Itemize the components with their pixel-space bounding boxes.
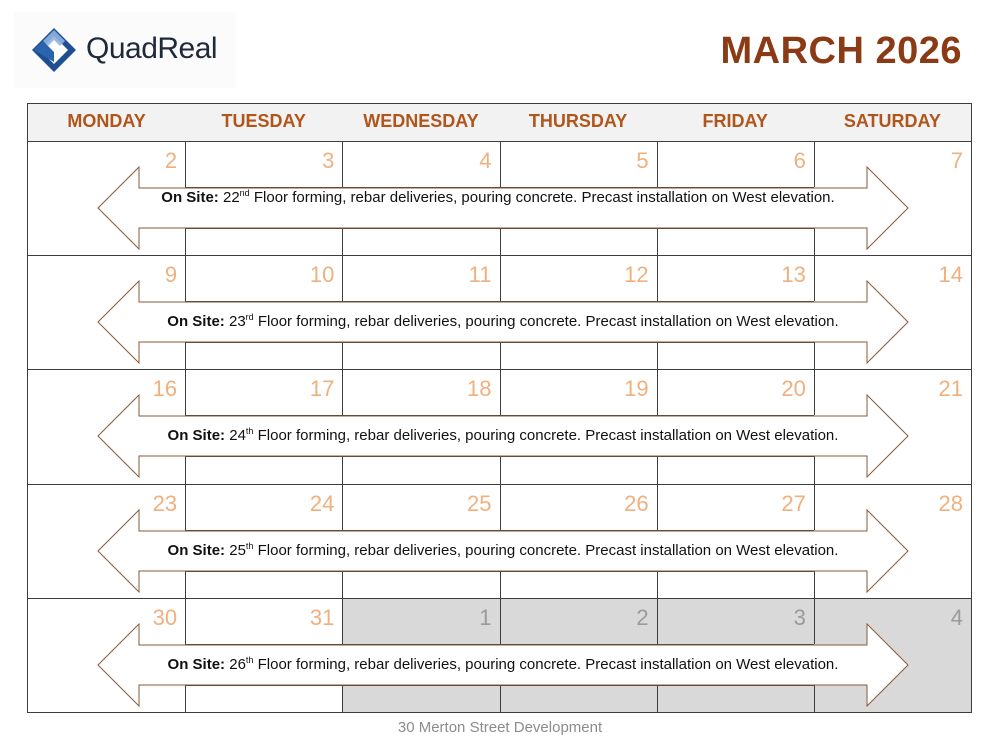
day-number[interactable]: 27 bbox=[781, 490, 806, 516]
day-number[interactable]: 6 bbox=[793, 148, 806, 173]
on-site-activity-note bbox=[108, 426, 898, 445]
day-number[interactable]: 2 bbox=[164, 148, 178, 173]
day-number[interactable]: 3 bbox=[793, 604, 806, 630]
on-site-label: On Site: bbox=[167, 427, 226, 445]
day-number[interactable]: 26 bbox=[624, 490, 649, 516]
on-site-activity-note bbox=[108, 541, 898, 560]
weekday-header-wednesday: WEDNESDAY bbox=[363, 111, 479, 131]
floor-number: 24 bbox=[225, 427, 246, 445]
day-number[interactable]: 18 bbox=[467, 376, 492, 402]
day-number[interactable]: 4 bbox=[479, 148, 492, 173]
floor-ordinal-suffix: th bbox=[245, 654, 254, 665]
activity-description: Floor forming, rebar deliveries, pouring concrete. Precast installation on West elevation. bbox=[253, 313, 839, 331]
quadreal-diamond-logo-icon bbox=[32, 28, 76, 72]
on-site-activity-note bbox=[108, 312, 898, 331]
day-number[interactable]: 9 bbox=[164, 262, 178, 288]
day-number[interactable]: 2 bbox=[636, 604, 649, 630]
day-number[interactable]: 12 bbox=[624, 262, 649, 288]
floor-ordinal-suffix: rd bbox=[245, 312, 254, 323]
weekday-header-monday: MONDAY bbox=[67, 111, 146, 131]
day-number[interactable]: 10 bbox=[309, 262, 335, 288]
on-site-label: On Site: bbox=[167, 541, 226, 559]
day-number[interactable]: 4 bbox=[950, 604, 963, 630]
floor-ordinal-suffix: nd bbox=[239, 188, 250, 198]
footer-project-name: 30 Merton Street Development bbox=[397, 719, 603, 736]
day-number[interactable]: 17 bbox=[309, 376, 335, 402]
floor-number: 26 bbox=[225, 655, 246, 673]
day-number[interactable]: 19 bbox=[624, 376, 649, 402]
weekday-header-row bbox=[28, 104, 971, 142]
schedule-double-arrow-icon bbox=[97, 166, 909, 250]
activity-description: Floor forming, rebar deliveries, pouring concrete. Precast installation on West elevation. bbox=[253, 541, 839, 559]
day-number[interactable]: 5 bbox=[636, 148, 649, 173]
on-site-activity-note bbox=[108, 655, 898, 674]
activity-description: Floor forming, rebar deliveries, pouring concrete. Precast installation on West elevation. bbox=[249, 189, 835, 206]
weekday-header-tuesday: TUESDAY bbox=[221, 111, 306, 131]
day-number[interactable]: 1 bbox=[479, 604, 492, 630]
activity-description: Floor forming, rebar deliveries, pouring concrete. Precast installation on West elevation. bbox=[253, 427, 839, 445]
on-site-label: On Site: bbox=[167, 313, 225, 331]
on-site-label: On Site: bbox=[167, 655, 226, 673]
floor-number: 23 bbox=[224, 313, 246, 331]
floor-number: 22 bbox=[218, 189, 240, 206]
activity-description: Floor forming, rebar deliveries, pouring concrete. Precast installation on West elevation. bbox=[253, 655, 839, 673]
day-number[interactable]: 21 bbox=[938, 376, 963, 402]
weekday-header-saturday: SATURDAY bbox=[843, 111, 941, 131]
day-number[interactable]: 23 bbox=[152, 490, 178, 516]
day-number[interactable]: 7 bbox=[950, 148, 963, 173]
day-number[interactable]: 20 bbox=[781, 376, 806, 402]
on-site-activity-note bbox=[148, 188, 848, 207]
calendar-grid bbox=[27, 103, 972, 713]
day-number[interactable]: 13 bbox=[781, 262, 806, 288]
brand-name: QuadReal bbox=[86, 32, 218, 65]
floor-ordinal-suffix: th bbox=[245, 426, 254, 437]
weekday-header-thursday: THURSDAY bbox=[528, 111, 628, 131]
on-site-label: On Site: bbox=[161, 189, 219, 206]
day-number[interactable]: 31 bbox=[309, 604, 335, 630]
day-number[interactable]: 11 bbox=[468, 262, 492, 288]
day-number[interactable]: 14 bbox=[938, 262, 963, 288]
floor-number: 25 bbox=[225, 541, 246, 559]
day-number[interactable]: 24 bbox=[309, 490, 335, 516]
calendar-title: MARCH 2026 bbox=[720, 30, 962, 72]
floor-ordinal-suffix: th bbox=[245, 540, 254, 551]
day-number[interactable]: 25 bbox=[467, 490, 492, 516]
day-number[interactable]: 3 bbox=[322, 148, 335, 173]
weekday-header-friday: FRIDAY bbox=[702, 111, 768, 131]
day-number[interactable]: 28 bbox=[938, 490, 963, 516]
day-number[interactable]: 30 bbox=[152, 604, 178, 630]
logo-area bbox=[14, 12, 236, 88]
day-number[interactable]: 16 bbox=[152, 376, 178, 402]
